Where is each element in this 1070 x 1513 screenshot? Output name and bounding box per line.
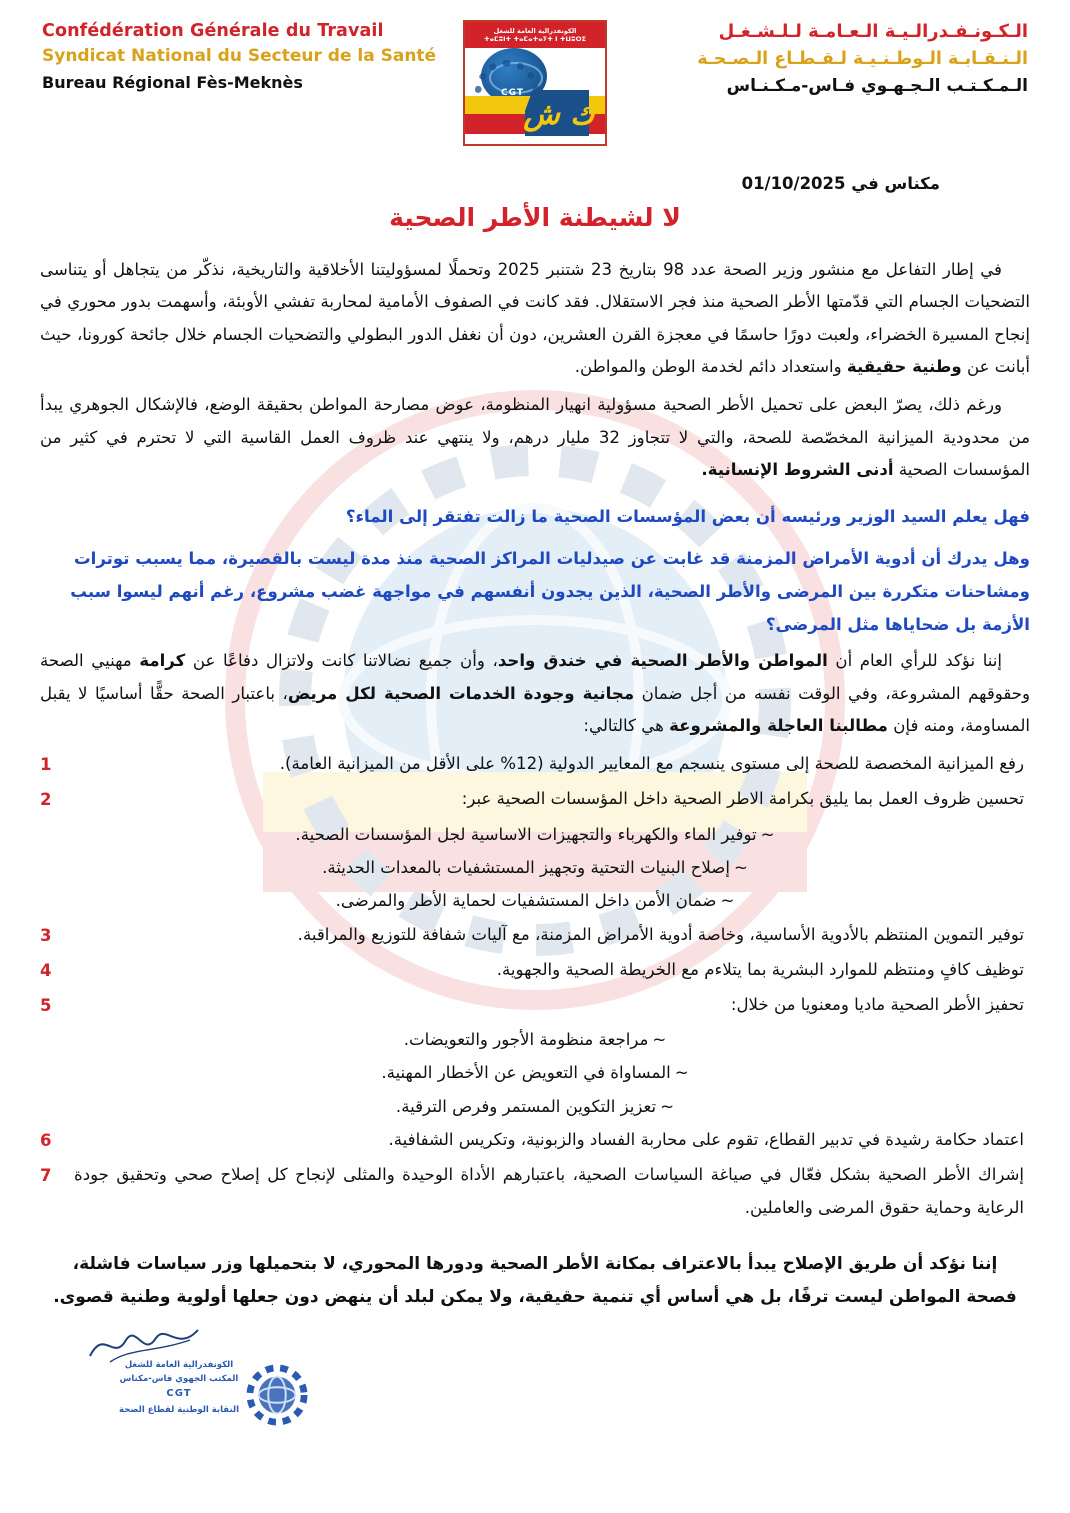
sublist-item [40,1024,1030,1056]
stamp-text [104,1358,254,1417]
logo-top-banner [465,22,605,48]
sublist-item [40,819,1030,851]
demands-list [40,748,1030,1224]
dash-icon: ~ [733,857,748,877]
sublist-item [40,1091,1030,1123]
demand-number: 7 [40,1166,52,1186]
sublist-text: مراجعة منظومة الأجور والتعويضات. [403,1030,649,1050]
demand-item [40,783,1030,816]
emphasis-text: مطالبنا العاجلة والمشروعة [669,715,888,735]
emphasis-text: أدنى الشروط الإنسانية. [701,460,894,480]
demand-sublist [40,1024,1030,1123]
dash-icon: ~ [674,1063,689,1083]
paragraph-2: ورغم ذلك، يصرّ البعض على تحميل الأطر الصحية مسؤولية انهيار المنظومة، عوض مصارحة المواطن بحقيقة الوضع، فالإشكال الجوهري يبدأ من محدودية الميزانية المخصّصة للصحة، والتي لا تتجاوز 32 مليار درهم، ولا ينتهي عند ظروف العمل القاسية التي لا تحترم في كثير من المؤسسات الصحية أدنى الشروط الإنسانية. [40,395,1030,480]
demand-number: 5 [40,995,52,1015]
logo-amazigh-text: ⵜⴰⵎⵓⵏⵜ ⵜⴰⵎⴰⵜⴰⵢⵜ ⵏ ⵜⵡⵓⵔⵉ [483,35,587,43]
question-1: فهل يعلم السيد الوزير ورئيسه أن بعض المؤسسات الصحية ما زالت تفتقر إلى الماء؟ [345,507,1030,527]
regional-office-ar: الـمـكـتـب الـجـهـوي فـاس-مـكـنـاس [726,76,1028,97]
date-line: مكناس في 01/10/2025 [741,174,940,193]
dash-icon: ~ [652,1030,667,1050]
demand-number: 1 [40,755,52,775]
demand-text: إشراك الأطر الصحية بشكل فعّال في صياغة السياسات الصحية، باعتبارهم الأداة الوحيدة والمثلى لإنجاح كل إصلاح صحي وتحقيق جودة الرعاية وحماية حقوق المرضى والعاملين. [74,1165,1024,1217]
emphasis-text: مجانية وجودة الخدمات الصحية لكل مريض [287,683,635,703]
logo-arabic-text: الكونفدرالية العامة للشغل [493,26,577,35]
emphasis-text: المواطن والأطر الصحية في خندق واحد [497,651,828,671]
demand-number: 6 [40,1131,52,1151]
document-body [34,254,1036,1314]
signature-block [34,1320,1036,1450]
page-title: لا لشيطنة الأطر الصحية [389,203,681,232]
sublist-text: المساواة في التعويض عن الأخطار المهنية. [381,1063,671,1083]
stamp-line-1: الكونفدرالية العامة للشغل [124,1360,234,1371]
sublist-item [40,1057,1030,1089]
demand-item [40,919,1030,952]
union-name-fr: Syndicat National du Secteur de la Santé [42,46,437,67]
closing-statement: إننا نؤكد أن طريق الإصلاح يبدأ بالاعتراف بمكانة الأطر الصحية ودورها المحوري، لا بتحميلها وزر سياسات فاشلة، فصحة المواطن ليست ترفًا، بل هي أساس أي تنمية حقيقية، ولا يمكن لبلد أن ينهض دون جعلها أولوية وطنية قصوى. [53,1253,1017,1308]
org-name-fr: Confédération Générale du Travail [42,21,384,41]
stamp-line-2: المكتب الجهوي فاس-مكناس [119,1374,239,1385]
emphasis-text: كرامة [139,651,186,671]
dash-icon: ~ [660,1096,675,1116]
logo-cgt-text: CGT [501,88,524,98]
sublist-item [40,852,1030,884]
letterhead [34,12,1036,146]
letterhead-french [42,18,437,95]
demand-text: توظيف كافٍ ومنتظم للموارد البشرية بما يتلاءم مع الخريطة الصحية والجهوية. [496,959,1024,979]
demand-item [40,954,1030,987]
emphasis-text: وطنية حقيقية [846,357,962,377]
demand-number: 4 [40,960,52,980]
sublist-text: تعزيز التكوين المستمر وفرص الترقية. [395,1096,657,1116]
demand-text: توفير التموين المنتظم بالأدوية الأساسية، وخاصة أدوية الأمراض المزمنة، مع آليات شفافة للتوزيع والمراقبة. [297,924,1024,944]
demand-text: رفع الميزانية المخصصة للصحة إلى مستوى ينسجم مع المعايير الدولية (12% على الأقل من الميزانية العامة). [279,754,1024,774]
sublist-text: إصلاح البنيات التحتية وتجهيز المستشفيات بالمعدات الحديثة. [322,857,730,877]
demand-item [40,1159,1030,1224]
demand-number: 3 [40,925,52,945]
demand-number: 2 [40,790,52,810]
official-stamp [94,1350,314,1442]
logo-sigle-text: ك ش [523,97,595,132]
demand-text: تحفيز الأطر الصحية ماديا ومعنويا من خلال: [730,994,1024,1014]
dash-icon: ~ [760,824,775,844]
demand-item [40,748,1030,781]
demand-item [40,989,1030,1022]
question-2: وهل يدرك أن أدوية الأمراض المزمنة قد غابت عن صيدليات المراكز الصحية منذ مدة ليست بالقصيرة، مما يسبب توترات ومشاحنات متكررة بين المرضى والأطر الصحية، الذين يجدون أنفسهم في مواجهة غضب مشروع، رغم أنهم ليسوا سبب الأزمة بل ضحاياها مثل المرضى؟ [70,548,1030,634]
demand-text: اعتماد حكامة رشيدة في تدبير القطاع، تقوم على محاربة الفساد والزبونية، وتكريس الشفافية. [388,1130,1024,1150]
paragraph-1: في إطار التفاعل مع منشور وزير الصحة عدد 98 بتاريخ 23 شتنبر 2025 وتحملًا لمسؤوليتنا الأخلاقية والتاريخية، نذكّر من يتجاهل أو يتناسى التضحيات الجسام التي قدّمتها الأطر الصحية منذ فجر الاستقلال. فقد كانت في الصفوف الأمامية لمحاربة تفشي الأوبئة، وأسهمت بدور محوري في إنجاح المسيرة الخضراء، ولعبت دورًا حاسمًا في معجزة القرن العشرين، دون أن نغفل الدور البطولي والتضحيات الجسام خلال جائحة كورونا، حيث أبانت عن وطنية حقيقية واستعداد دائم لخدمة الوطن والمواطن. [40,260,1030,377]
demand-item [40,1124,1030,1157]
stamp-gear-icon [246,1364,308,1426]
sublist-text: ضمان الأمن داخل المستشفيات لحماية الأطر والمرضى. [335,891,717,911]
dash-icon: ~ [720,891,735,911]
org-name-ar: الـكـونـفـدرالـيـة الـعـامـة لـلـشـغـل [718,21,1028,42]
paragraph-3: إننا نؤكد للرأي العام أن المواطن والأطر الصحية في خندق واحد، وأن جميع نضالاتنا كانت ولاتزال دفاعًا عن كرامة مهنيي الصحة وحقوقهم المشروعة، وفي الوقت نفسه من أجل ضمان مجانية وجودة الخدمات الصحية لكل مريض، باعتبار الصحة حقًّا أساسيًا لا يقبل المساومة، ومنه فإن مطالبنا العاجلة والمشروعة هي كالتالي: [40,651,1030,735]
regional-office-fr: Bureau Régional Fès-Meknès [42,72,303,92]
cgt-logo [463,20,607,146]
union-name-ar: الـنـقـابـة الـوطـنـيـة لـقـطـاع الـصـحـة [697,48,1028,69]
sublist-text: توفير الماء والكهرباء والتجهيزات الاساسية لجل المؤسسات الصحية. [295,824,757,844]
stamp-line-3: CGT [166,1388,192,1400]
stamp-line-4: النقابة الوطنية لقطاع الصحة [119,1404,239,1415]
sublist-item [40,885,1030,917]
demand-sublist [40,819,1030,918]
letterhead-arabic [633,18,1028,100]
demand-text: تحسين ظروف العمل بما يليق بكرامة الاطر الصحية داخل المؤسسات الصحية عبر: [461,789,1024,809]
